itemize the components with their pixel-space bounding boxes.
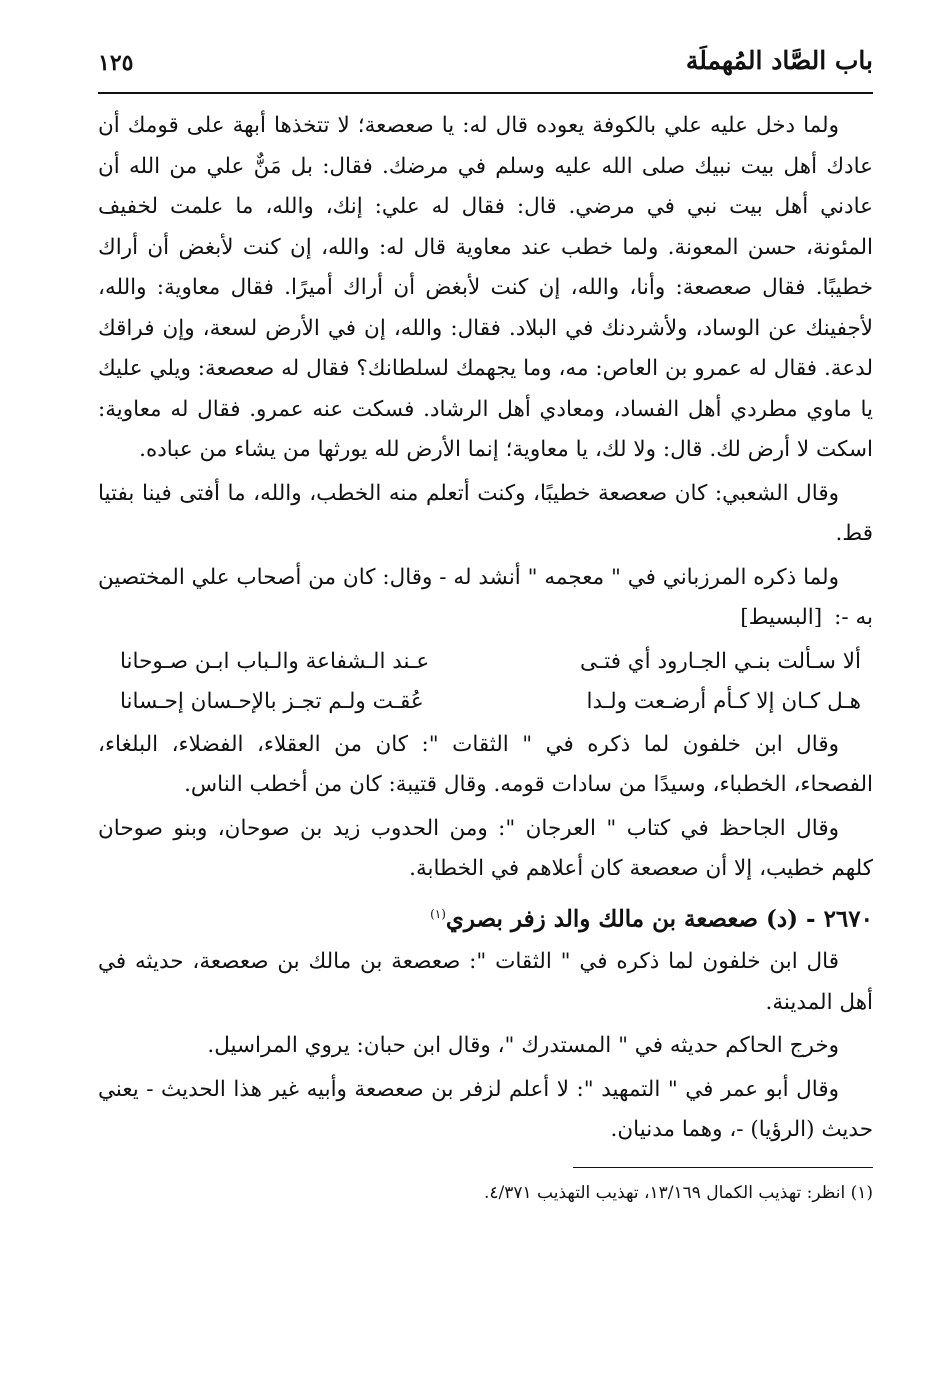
- footnote-divider: [573, 1167, 873, 1168]
- verse-first-hemistich: ألا سـألت بنـي الجـارود أي فتـى: [579, 648, 861, 674]
- footnote: (١) انظر: تهذيب الكمال ١٣/١٦٩، تهذيب التهذيب ٤/٣٧١.: [483, 1182, 873, 1203]
- poem-meter: [البسيط]: [740, 605, 823, 630]
- chapter-title: باب الصَّاد المُهملَة: [685, 46, 873, 75]
- verse-second-hemistich: عـند الـشفاعة والـباب ابـن صـوحانا: [120, 648, 430, 674]
- paragraph: وخرج الحاكم حديثه في " المستدرك "، وقال ابن حبان: يروي المراسيل.: [207, 1033, 839, 1059]
- entry-heading: [98, 893, 873, 941]
- page-header: [98, 40, 873, 94]
- page-number: ١٢٥: [98, 50, 134, 76]
- paragraph-text: ولما ذكره المرزباني في " معجمه " أنشد له - وقال: كان من أصحاب علي المختصين به -:: [98, 564, 873, 630]
- paragraph: ولما دخل عليه علي بالكوفة يعوده قال له: يا صعصعة؛ لا تتخذها أبهة على قومك أن عادك أهل بيت نبيك صلى الله عليه وسلم في مرضك. فقال: بل مَنٌّ علي من الله أن عادني أهل بيت نبي في مرضي. قال: فقال له علي: إنك، والله، ما علمت لخفيف المئونة، حسن المعونة. ولما خطب عند معاوية قال له: والله، إن كنت لأبغض أن أراك خطيبًا. فقال صعصعة: وأنا، والله، إن كنت لأبغض أن أراك أميرًا. فقال معاوية: والله، لأجفينك عن الوساد، ولأشردنك في البلاد. فقال: والله، إن في الأرض لسعة، وإن فراقك لدعة. فقال له عمرو بن العاص: مه، وما يجهمك لسلطانك؟ فقال له صعصعة: ويلي عليك يا ماوي مطردي أهل الفساد، ومعادي أهل الرشاد. فسكت عنه عمرو. فقال له معاوية: اسكت لا أرض لك. قال: ولا لك، يا معاوية؛ إنما الأرض لله يورثها من يشاء من عباده.: [98, 113, 873, 462]
- poem: [98, 642, 873, 723]
- paragraph: وقال الجاحظ في كتاب " العرجان ": ومن الحدوب زيد بن صوحان، وبنو صوحان كلهم خطيب، إلا أن صعصعة كان أعلاهم في الخطابة.: [98, 815, 873, 881]
- verse-second-hemistich: عُقـت ولـم تجـز بالإحـسان إحـسانا: [120, 689, 424, 714]
- paragraph: [98, 558, 873, 639]
- poem-verse: [98, 642, 873, 683]
- paragraph: وقال ابن خلفون لما ذكره في " الثقات ": كان من العقلاء، الفضلاء، البلغاء، الفصحاء، الخطباء، وسيدًا من سادات قومه. وقال قتيبة: كان من أخطب الناس.: [98, 731, 873, 797]
- page-body: [98, 106, 873, 1210]
- book-page: [98, 40, 873, 1340]
- verse-first-hemistich: هـل كـان إلا كـأم أرضـعت ولـدا: [586, 689, 861, 714]
- paragraph: قال ابن خلفون لما ذكره في " الثقات ": صعصعة بن مالك بن صعصعة، حديثه في أهل المدينة.: [98, 949, 873, 1015]
- entry-title-text: ٢٦٧٠ - (د) صعصعة بن مالك والد زفر بصري: [445, 905, 873, 933]
- poem-verse: [98, 682, 873, 723]
- paragraph: وقال الشعبي: كان صعصعة خطيبًا، وكنت أتعلم منه الخطب، والله، ما أفتى فينا بفتيا قط.: [98, 480, 873, 546]
- footnote-marker: (١): [430, 906, 446, 921]
- paragraph: وقال أبو عمر في " التمهيد ": لا أعلم لزفر بن صعصعة وأبيه غير هذا الحديث - يعني حديث (الرؤيا) -، وهما مدنيان.: [98, 1076, 873, 1143]
